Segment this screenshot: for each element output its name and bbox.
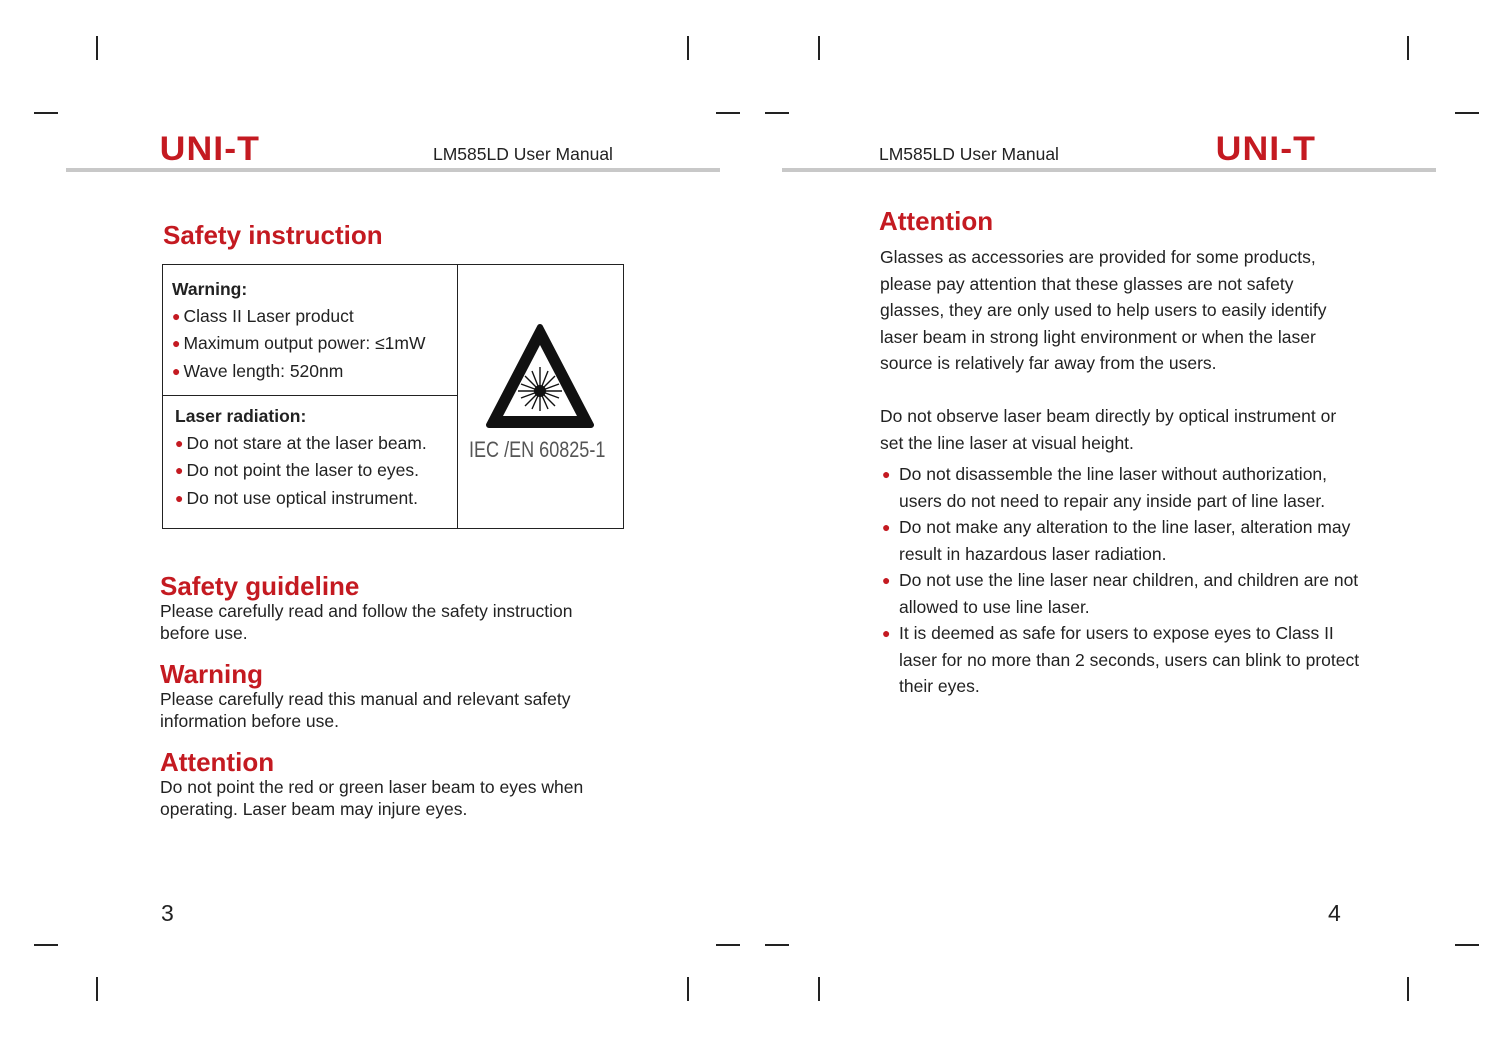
header-title: LM585LD User Manual <box>879 144 1059 164</box>
laser-radiation-title: Laser radiation: <box>175 406 307 426</box>
bullet-icon: ● <box>882 519 891 535</box>
section-text: Please carefully read this manual and relevant safety information before use. <box>160 689 571 731</box>
page-3 <box>66 0 720 1058</box>
warning-block <box>172 276 426 385</box>
warning-title: Warning: <box>172 279 248 299</box>
bullet-icon: ● <box>882 572 891 588</box>
bullet-icon: ● <box>175 489 184 506</box>
attention-heading: Attention <box>879 206 994 236</box>
section-text: Do not point the red or green laser beam to eyes when operating. Laser beam may injure eyes. <box>160 777 584 819</box>
section-heading: Safety guideline <box>160 571 360 601</box>
paragraph: Do not observe laser beam directly by optical instrument or set the line laser at visual height. <box>880 406 1337 453</box>
bullet-icon: ● <box>172 362 181 379</box>
crop-mark <box>34 944 58 946</box>
page-number: 4 <box>1328 900 1341 926</box>
section-heading: Attention <box>160 747 275 777</box>
crop-mark <box>34 112 58 114</box>
brand-logo: UNI-T <box>1215 130 1317 168</box>
list-item: ● Do not make any alteration to the line laser, alteration may result in hazardous laser radiation. <box>880 514 1360 567</box>
safety-instruction-heading: Safety instruction <box>163 220 383 250</box>
divider <box>163 395 457 396</box>
list-item: ● Do not disassemble the line laser without authorization, users do not need to repair any inside part of line laser. <box>880 461 1360 514</box>
list-item: ● Do not point the laser to eyes. <box>175 460 419 480</box>
list-item: ● Class II Laser product <box>172 305 354 326</box>
header-rule <box>782 168 1436 172</box>
page-number: 3 <box>161 900 174 926</box>
laser-warning-triangle-icon <box>485 323 595 433</box>
list-item: ● Wave length: 520nm <box>172 360 344 381</box>
section-text: Please carefully read and follow the safety instruction before use. <box>160 601 573 643</box>
safety-table <box>162 264 624 529</box>
list-item: ● It is deemed as safe for users to expose eyes to Class II laser for no more than 2 seconds, users can blink to protect their eyes. <box>880 620 1360 700</box>
list-item: ● Do not use the line laser near children, and children are not allowed to use line laser. <box>880 567 1360 620</box>
crop-mark <box>1455 112 1479 114</box>
page-4 <box>782 0 1436 1058</box>
section-heading: Warning <box>160 659 264 689</box>
bullet-list <box>880 461 1360 700</box>
bullet-icon: ● <box>172 335 181 351</box>
brand-logo: UNI-T <box>159 130 261 168</box>
bullet-icon: ● <box>882 625 891 641</box>
list-item: ● Do not stare at the laser beam. <box>175 432 427 453</box>
bullet-icon: ● <box>882 466 891 482</box>
bullet-icon: ● <box>172 307 181 324</box>
standard-label: IEC /EN 60825-1 <box>469 437 606 462</box>
bullet-icon: ● <box>175 434 184 451</box>
bullet-icon: ● <box>175 462 184 478</box>
header-title: LM585LD User Manual <box>433 144 613 164</box>
list-item: ● Do not use optical instrument. <box>175 487 418 508</box>
laser-radiation-block <box>175 403 427 512</box>
paragraph: Glasses as accessories are provided for some products, please pay attention that these glasses are not safety glasses, they are only used to help users to easily identify laser beam in strong light environment or when the laser source is relatively far away from the users. <box>880 247 1327 373</box>
header-rule <box>66 168 720 172</box>
list-item: ● Maximum output power: ≤1mW <box>172 333 426 353</box>
crop-mark <box>1455 944 1479 946</box>
